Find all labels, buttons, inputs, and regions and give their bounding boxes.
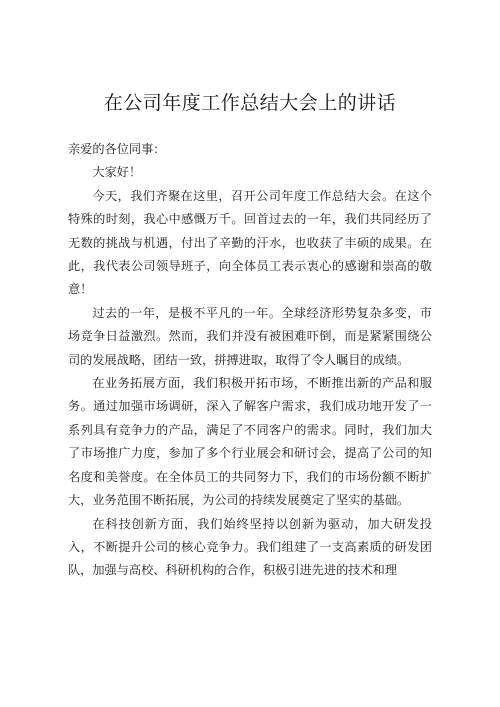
salutation: 亲爱的各位同事： <box>68 142 166 156</box>
document-body <box>68 138 432 583</box>
paragraph: 在业务拓展方面，我们积极开拓市场，不断推出新的产品和服务。通过加强市场调研，深入了解客户需求，我们成功地开发了一系列具有竞争力的产品，满足了不同客户的需求。同时，我们加大了市场推广力度，参加了多个行业展会和研讨会，提高了公司的知名度和美誉度。在全体员工的共同努力下，我们的市场份额不断扩大，业务范围不断拓展，为公司的持续发展奠定了坚实的基础。 <box>68 376 432 508</box>
paragraph: 过去的一年，是极不平凡的一年。全球经济形势复杂多变，市场竞争日益激烈。然而，我们并没有被困难吓倒，而是紧紧围绕公司的发展战略，团结一致，拼搏进取，取得了令人瞩目的成绩。 <box>68 305 432 367</box>
paragraph: 大家好！ <box>92 165 142 180</box>
paragraph: 今天，我们齐聚在这里，召开公司年度工作总结大会。在这个特殊的时刻，我心中感慨万千。回首过去的一年，我们共同经历了无数的挑战与机遇，付出了辛勤的汗水，也收获了丰硕的成果。在此，我代表公司领导班子，向全体员工表示衷心的感谢和崇高的敬意！ <box>68 188 432 297</box>
document-title: 在公司年度工作总结大会上的讲话 <box>103 92 397 114</box>
paragraph: 在科技创新方面，我们始终坚持以创新为驱动，加大研发投入，不断提升公司的核心竞争力。我们组建了一支高素质的研发团队，加强与高校、科研机构的合作，积极引进先进的技术和理 <box>68 516 432 578</box>
